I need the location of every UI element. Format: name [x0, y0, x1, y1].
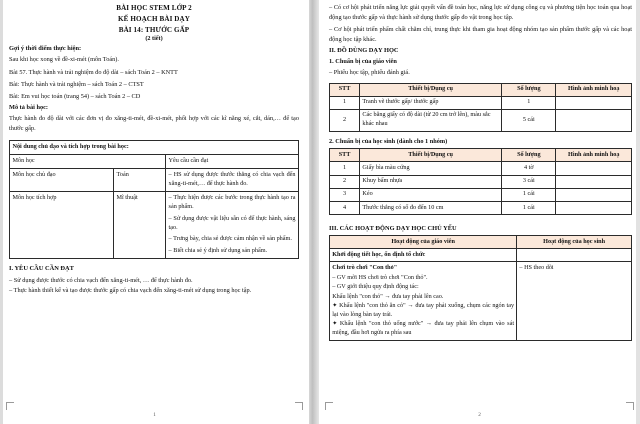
row-stt: 2	[330, 175, 360, 188]
game-line: ✦ Khẩu lệnh "con thỏ uống nước" → đưa tay phải lên chụm vào sát miệng, đầu hơi ngửa ra phía sau	[332, 320, 515, 337]
requirement-item: – Thực hiện được các bước trong thực hành tạo ra sản phẩm.	[168, 194, 296, 211]
page-right-edge	[636, 0, 640, 424]
section-i-heading: I. YÊU CẦU CẦN ĐẠT	[9, 265, 74, 273]
requirements-integrated	[166, 192, 299, 259]
requirement-item: – Biết chia sẻ ý định sử dụng sản phẩm.	[168, 246, 268, 254]
requirement-item: – HS sử dụng được thước thẳng có chia vạch đến xăng-ti-mét,… để thực hành đo.	[168, 171, 296, 188]
row-equipment: Giấy bìa màu cứng	[360, 162, 502, 175]
continuation-paragraph-1: – Có cơ hội phát triển năng lực giải quyết vấn đề toán học, năng lực sử dụng công cụ và phương tiện học toán qua hoạt động tạo thước gấp và thực hành sử dụng thước gấp đo vật trong học tập.	[329, 4, 632, 21]
table-row-header	[330, 149, 632, 162]
table-row	[10, 169, 299, 192]
row-equipment: Kéo	[360, 188, 502, 201]
col-student-activity-header: Hoạt động của học sinh	[517, 236, 632, 249]
row-quantity: 1 cái	[502, 188, 556, 201]
col-requirement-header: Yêu cầu cần đạt	[166, 155, 299, 169]
warmup-teacher-activity: Khởi động tiết học, ổn định tổ chức	[330, 249, 517, 262]
row-equipment: Thước thẳng có số đo đến 10 cm	[360, 202, 502, 215]
row-image	[556, 202, 632, 215]
row-quantity: 5 cái	[502, 109, 556, 131]
row-quantity: 3 cái	[502, 175, 556, 188]
student-equipment-table	[329, 148, 632, 215]
row-stt: 4	[330, 202, 360, 215]
col-quantity-header: Số lượng	[502, 83, 556, 96]
col-stt-header: STT	[330, 149, 360, 162]
doc-duration: (2 tiết)	[145, 35, 163, 43]
table-row	[330, 262, 632, 341]
col-equipment-header: Thiết bị/Dụng cụ	[360, 83, 502, 96]
game-title: Chơi trò chơi "Con thỏ"	[332, 264, 398, 272]
student-prep-heading: 2. Chuẩn bị của học sinh (dành cho 1 nhóm)	[329, 138, 448, 145]
col-image-header: Hình ảnh minh hoạ	[556, 83, 632, 96]
warmup-student-activity	[517, 249, 632, 262]
content-table-caption: Nội dung chủ đạo và tích hợp trong bài học:	[10, 141, 299, 155]
page-left-edge	[0, 0, 3, 424]
description-heading: Mô tả bài học:	[9, 103, 49, 111]
table-row-header	[330, 236, 632, 249]
table-row	[330, 109, 632, 131]
table-row	[330, 162, 632, 175]
col-subject-header: Môn học	[10, 155, 166, 169]
requirements-main	[166, 169, 299, 192]
row-stt: 1	[330, 162, 360, 175]
table-row	[10, 192, 299, 259]
game-line: Khẩu lệnh "con thỏ" → đưa tay phải lên cao.	[332, 292, 444, 300]
reference-3: Bài: Em vui học toán (trang 54) – sách Toán 2 – CD	[9, 93, 141, 101]
doc-title-line-1: BÀI HỌC STEM LỚP 2	[116, 4, 192, 12]
row-stt: 3	[330, 188, 360, 201]
requirement-item: – Trưng bày, chia sẻ được cảm nhận về sản phẩm.	[168, 235, 292, 243]
page-left	[0, 0, 309, 424]
page-number-left: 1	[153, 412, 156, 418]
subject-name-integrated: Mĩ thuật	[114, 192, 166, 259]
section-i-item-1: – Sử dụng được thước có chia vạch đến xăng-ti-mét, … để thực hành đo.	[9, 276, 193, 284]
game-student-activity: – HS theo dõi	[517, 262, 632, 341]
crop-mark-bottom-right	[626, 402, 634, 410]
row-quantity: 1 cái	[502, 202, 556, 215]
reference-1: Bài 57. Thực hành và trải nghiệm đo độ dài – sách Toán 2 – KNTT	[9, 68, 178, 76]
doc-title-line-2: KẾ HOẠCH BÀI DẠY	[118, 14, 190, 23]
row-equipment: Tranh vẽ thước gấp/ thước gấp	[360, 96, 502, 109]
row-quantity: 1	[502, 96, 556, 109]
col-stt-header: STT	[330, 83, 360, 96]
teaching-activities-table	[329, 235, 632, 341]
row-quantity: 4 tờ	[502, 162, 556, 175]
continuation-paragraph-2: – Cơ hội phát triển phẩm chất chăm chỉ, trung thực khi tham gia hoạt động nhóm tạo sản phẩm thước gấp và các hoạt động học tập khác.	[329, 26, 632, 43]
table-row	[330, 249, 632, 262]
crop-mark-bottom-left	[325, 402, 333, 410]
game-line: – GV mời HS chơi trò chơi "Con thỏ".	[332, 273, 428, 281]
reference-2: Bài: Thực hành và trải nghiệm – sách Toán 2 – CTST	[9, 81, 144, 88]
content-integration-table	[9, 140, 299, 259]
teacher-prep-heading: 1. Chuẩn bị của giáo viên	[329, 58, 397, 66]
suggest-heading: Gợi ý thời điểm thực hiện:	[9, 44, 82, 52]
row-image	[556, 109, 632, 131]
row-stt: 2	[330, 109, 360, 131]
subject-type-main: Môn học chủ đạo	[10, 169, 114, 192]
row-equipment: Các băng giấy có độ dài (từ 20 cm trở lên), màu sắc khác nhau	[360, 109, 502, 131]
game-line: ✦ Khẩu lệnh "con thỏ ăn cỏ" → đưa tay phải xuống, chụm các ngón tay lại vào lòng bàn tay trái.	[332, 302, 515, 318]
row-image	[556, 175, 632, 188]
teacher-equipment-table	[329, 83, 632, 133]
section-ii-heading: II. ĐỒ DÙNG DẠY HỌC	[329, 47, 399, 55]
doc-title-line-3: BÀI 14: THƯỚC GẤP	[118, 25, 190, 34]
row-stt: 1	[330, 96, 360, 109]
spacer	[9, 259, 299, 263]
table-row-header	[10, 155, 299, 169]
crop-mark-bottom-right	[295, 402, 303, 410]
table-row	[330, 188, 632, 201]
table-row-caption	[10, 141, 299, 155]
subject-name-main: Toán	[114, 169, 166, 192]
col-image-header: Hình ảnh minh hoạ	[556, 149, 632, 162]
page-right	[319, 0, 640, 424]
table-row	[330, 96, 632, 109]
spacer	[329, 132, 632, 136]
row-image	[556, 96, 632, 109]
table-row-header	[330, 83, 632, 96]
game-teacher-activity	[330, 262, 517, 341]
col-quantity-header: Số lượng	[502, 149, 556, 162]
suggest-text: Sau khi học xong về đề-xi-mét (môn Toán).	[9, 56, 119, 64]
subject-type-integrated: Môn học tích hợp	[10, 192, 114, 259]
description-text: Thực hành đo độ dài với các đơn vị đo xăng-ti-mét, đề-xi-mét, phối hợp với các kĩ năng xé, cắt, dán,… để tạo thước gấp.	[9, 115, 299, 132]
row-image	[556, 188, 632, 201]
row-equipment: Khuy bấm nhựa	[360, 175, 502, 188]
col-teacher-activity-header: Hoạt động của giáo viên	[330, 236, 517, 249]
section-iii-heading: III. CÁC HOẠT ĐỘNG DẠY HỌC CHỦ YẾU	[329, 224, 457, 232]
row-image	[556, 162, 632, 175]
page-number-right: 2	[478, 412, 481, 418]
table-row	[330, 175, 632, 188]
spacer	[329, 215, 632, 222]
table-row	[330, 202, 632, 215]
requirement-item: – Sử dụng được vật liệu sẵn có để thực hành, sáng tạo.	[168, 214, 296, 231]
game-line: – GV giới thiệu quy định động tác:	[332, 283, 419, 291]
col-equipment-header: Thiết bị/Dụng cụ	[360, 149, 502, 162]
teacher-prep-note: – Phiếu học tập, phiếu đánh giá.	[329, 69, 410, 77]
section-i-item-2: – Thực hành thiết kế và tạo được thước gấp có chia vạch đến xăng-ti-mét sử dụng trong học tập.	[9, 286, 252, 294]
page-gutter	[309, 0, 319, 424]
crop-mark-bottom-left	[6, 402, 14, 410]
